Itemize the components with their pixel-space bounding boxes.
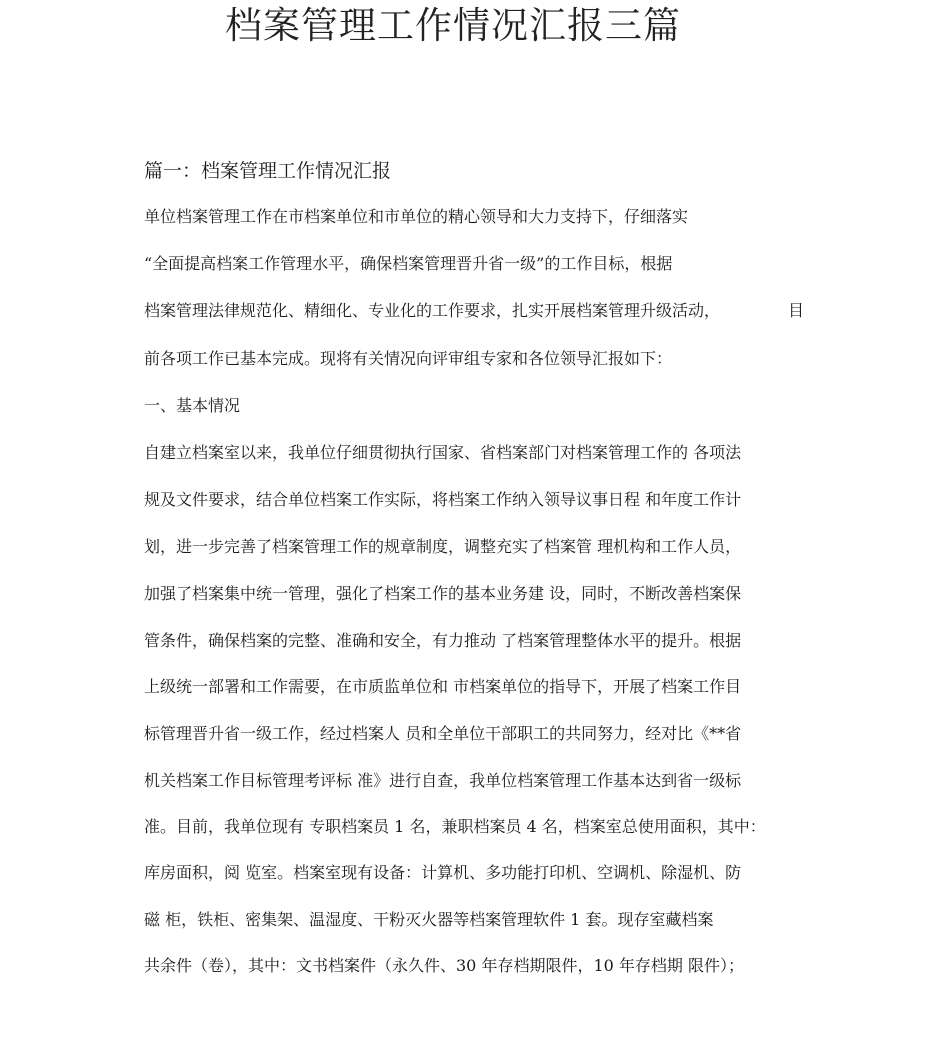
paragraph-line: 标管理晋升省一级工作，经过档案人 员和全单位干部职工的共同努力，经对比《**省	[144, 724, 742, 743]
paragraph-line: 管条件，确保档案的完整、准确和安全，有力推动 了档案管理整体水平的提升。根据	[144, 631, 742, 650]
paragraph-line: 前各项工作已基本完成。现将有关情况向评审组专家和各位领导汇报如下：	[144, 349, 673, 368]
paragraph-line: 加强了档案集中统一管理，强化了档案工作的基本业务建 设，同时，不断改善档案保	[144, 584, 742, 603]
paragraph-line-tail: 目	[787, 301, 804, 320]
paragraph-line: 上级统一部署和工作需要，在市质监单位和 市档案单位的指导下，开展了档案工作目	[144, 677, 742, 696]
paragraph-line-text: 档案管理法律规范化、精细化、专业化的工作要求，扎实开展档案管理升级活动，	[144, 301, 721, 320]
paragraph-line: 磁 柜，铁柜、密集架、温湿度、干粉灭火器等档案管理软件 1 套。现存室藏档案	[144, 910, 714, 929]
section-heading: 篇一：档案管理工作情况汇报	[144, 160, 392, 182]
paragraph-line: 规及文件要求，结合单位档案工作实际，将档案工作纳入领导议事日程 和年度工作计	[144, 490, 742, 509]
paragraph-line: 单位档案管理工作在市档案单位和市单位的精心领导和大力支持下，仔细落实	[144, 207, 689, 226]
paragraph-line: 共余件（卷），其中：文书档案件（永久件、30 年存档期限件，10 年存档期 限件）；	[144, 956, 744, 975]
paragraph-line: 机关档案工作目标管理考评标 准》进行自查，我单位档案管理工作基本达到省一级标	[144, 771, 742, 790]
paragraph-line	[144, 300, 804, 322]
document-title: 档案管理工作情况汇报三篇	[225, 4, 681, 47]
paragraph-line: 自建立档案室以来，我单位仔细贯彻执行国家、省档案部门对档案管理工作的 各项法	[144, 443, 742, 462]
paragraph-line: “全面提高档案工作管理水平，确保档案管理晋升省一级”的工作目标，根据	[144, 254, 673, 273]
subheading: 一、基本情况	[144, 396, 241, 415]
paragraph-line: 库房面积，阅 览室。档案室现有设备：计算机、多功能打印机、空调机、除湿机、防	[144, 863, 742, 882]
paragraph-line: 划，进一步完善了档案管理工作的规章制度，调整充实了档案管 理机构和工作人员，	[144, 537, 742, 556]
paragraph-line: 准。目前，我单位现有 专职档案员 1 名，兼职档案员 4 名，档案室总使用面积，其中：	[144, 817, 766, 836]
